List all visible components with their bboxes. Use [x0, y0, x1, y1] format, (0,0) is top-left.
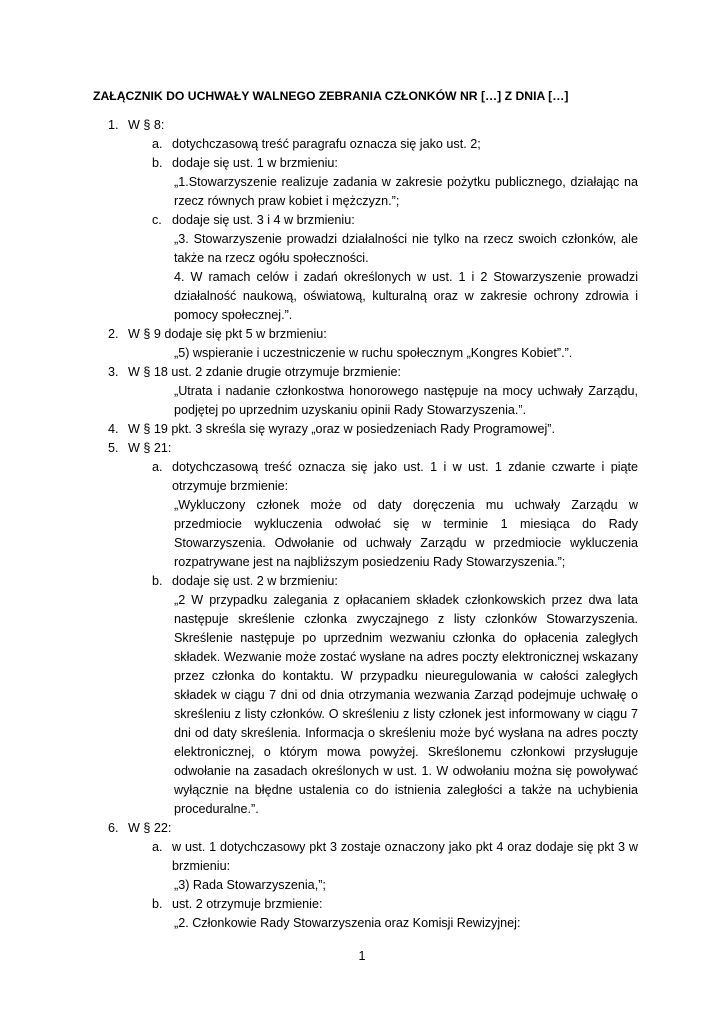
sub-item-label: a. — [152, 840, 163, 854]
sub-item-label: a. — [152, 137, 163, 151]
sub-item-text: dodaje się ust. 2 w brzmieniu: — [172, 574, 338, 588]
sub-item-text: dodaje się ust. 3 i 4 w brzmieniu: — [172, 213, 355, 227]
item-text: W § 9 dodaje się pkt 5 w brzmieniu: — [128, 327, 327, 341]
quoted-text: „5) wspieranie i uczestniczenie w ruchu społecznym „Kongres Kobiet”.”. — [174, 346, 573, 360]
sub-item-text: dotychczasową treść paragrafu oznacza się jako ust. 2; — [172, 137, 481, 151]
amendment-item — [0, 363, 638, 382]
sub-item — [0, 154, 638, 173]
item-text: W § 21: — [128, 441, 172, 455]
amendment-item — [0, 116, 638, 135]
document-title: ZAŁĄCZNIK DO UCHWAŁY WALNEGO ZEBRANIA CZŁONKÓW NR […] Z DNIA […] — [93, 89, 569, 103]
sub-item — [0, 895, 638, 914]
item-text: W § 19 pkt. 3 skreśla się wyrazy „oraz w posiedzeniach Rady Programowej”. — [128, 422, 555, 436]
sub-item — [0, 572, 638, 591]
sub-item — [0, 211, 638, 230]
item-number: 2. — [108, 327, 119, 341]
sub-item-label: c. — [152, 213, 162, 227]
item-number: 4. — [108, 422, 119, 436]
quoted-text: „1.Stowarzyszenie realizuje zadania w zakresie pożytku publicznego, działając na rzecz równych praw kobiet i mężczyzn.”; — [174, 175, 638, 208]
quoted-text: „3. Stowarzyszenie prowadzi działalności nie tylko na rzecz swoich członków, ale także na rzecz ogółu społeczności. — [174, 232, 638, 265]
amendment-item — [0, 439, 638, 458]
sub-item-text: dotychczasową treść oznacza się jako ust. 1 i w ust. 1 zdanie czwarte i piąte otrzymuje brzmienie: — [172, 460, 638, 493]
amendment-item — [0, 325, 638, 344]
sub-item-label: b. — [152, 156, 163, 170]
quoted-text: „Wykluczony członek może od daty doręczenia mu uchwały Zarządu w przedmiocie wykluczenia odwołać się w terminie 1 miesiąca do Rady Stowarzyszenia. Odwołanie od uchwały Zarządu w przedmiocie wykluczenia rozpatrywane jest na najbliższym posiedzeniu Rady Stowarzyszenia.”; — [174, 498, 638, 569]
sub-item — [0, 135, 638, 154]
sub-item-text: ust. 2 otrzymuje brzmienie: — [172, 897, 323, 911]
item-number: 5. — [108, 441, 119, 455]
sub-item-text: w ust. 1 dotychczasowy pkt 3 zostaje oznaczony jako pkt 4 oraz dodaje się pkt 3 w brzmieniu: — [172, 840, 638, 873]
item-text: W § 8: — [128, 118, 165, 132]
sub-item — [0, 838, 638, 876]
sub-item-label: b. — [152, 574, 163, 588]
amendments-list — [0, 116, 724, 933]
item-number: 1. — [108, 118, 119, 132]
quoted-text: 4. W ramach celów i zadań określonych w ust. 1 i 2 Stowarzyszenie prowadzi działalność naukową, oświatową, kulturalną oraz w zakresie ochrony zdrowia i pomocy społecznej.”. — [174, 270, 638, 322]
page-number: 1 — [358, 949, 366, 963]
quoted-text: „2 W przypadku zalegania z opłacaniem składek członkowskich przez dwa lata następuje skreślenie członka zwyczajnego z listy członków Stowarzyszenia. Skreślenie następuje po uprzednim wezwaniu członka do opłacenia zaległych składek. Wezwanie może zostać wysłane na adres poczty elektronicznej wskazany przez członka do kontaktu. W przypadku nieuregulowania w całości zaległych składek w ciągu 7 dni od dnia otrzymania wezwania Zarząd podejmuje uchwałę o skreśleniu z listy członków. O skreśleniu z listy członek jest informowany w ciągu 7 dni od daty skreślenia. Informacja o skreśleniu może być wysłana na adres poczty elektronicznej, o którym mowa powyżej. Skreślonemu członkowi przysługuje odwołanie na zasadach określonych w ust. 1. W odwołaniu można się powoływać wyłącznie na błędne ustalenia co do istnienia zaległości a także na uchybienia proceduralne.”. — [174, 593, 638, 816]
quoted-text: „3) Rada Stowarzyszenia,”; — [174, 878, 326, 892]
sub-item-label: b. — [152, 897, 163, 911]
item-text: W § 22: — [128, 821, 172, 835]
item-number: 6. — [108, 821, 119, 835]
quoted-text: „2. Członkowie Rady Stowarzyszenia oraz Komisji Rewizyjnej: — [174, 916, 521, 930]
item-text: W § 18 ust. 2 zdanie drugie otrzymuje brzmienie: — [128, 365, 401, 379]
amendment-item — [0, 819, 638, 838]
sub-item-text: dodaje się ust. 1 w brzmieniu: — [172, 156, 338, 170]
sub-item-label: a. — [152, 460, 163, 474]
item-number: 3. — [108, 365, 119, 379]
amendment-item — [0, 420, 638, 439]
sub-item — [0, 458, 638, 496]
quoted-text: „Utrata i nadanie członkostwa honorowego następuje na mocy uchwały Zarządu, podjętej po uprzednim uzyskaniu opinii Rady Stowarzyszenia.”. — [174, 384, 638, 417]
